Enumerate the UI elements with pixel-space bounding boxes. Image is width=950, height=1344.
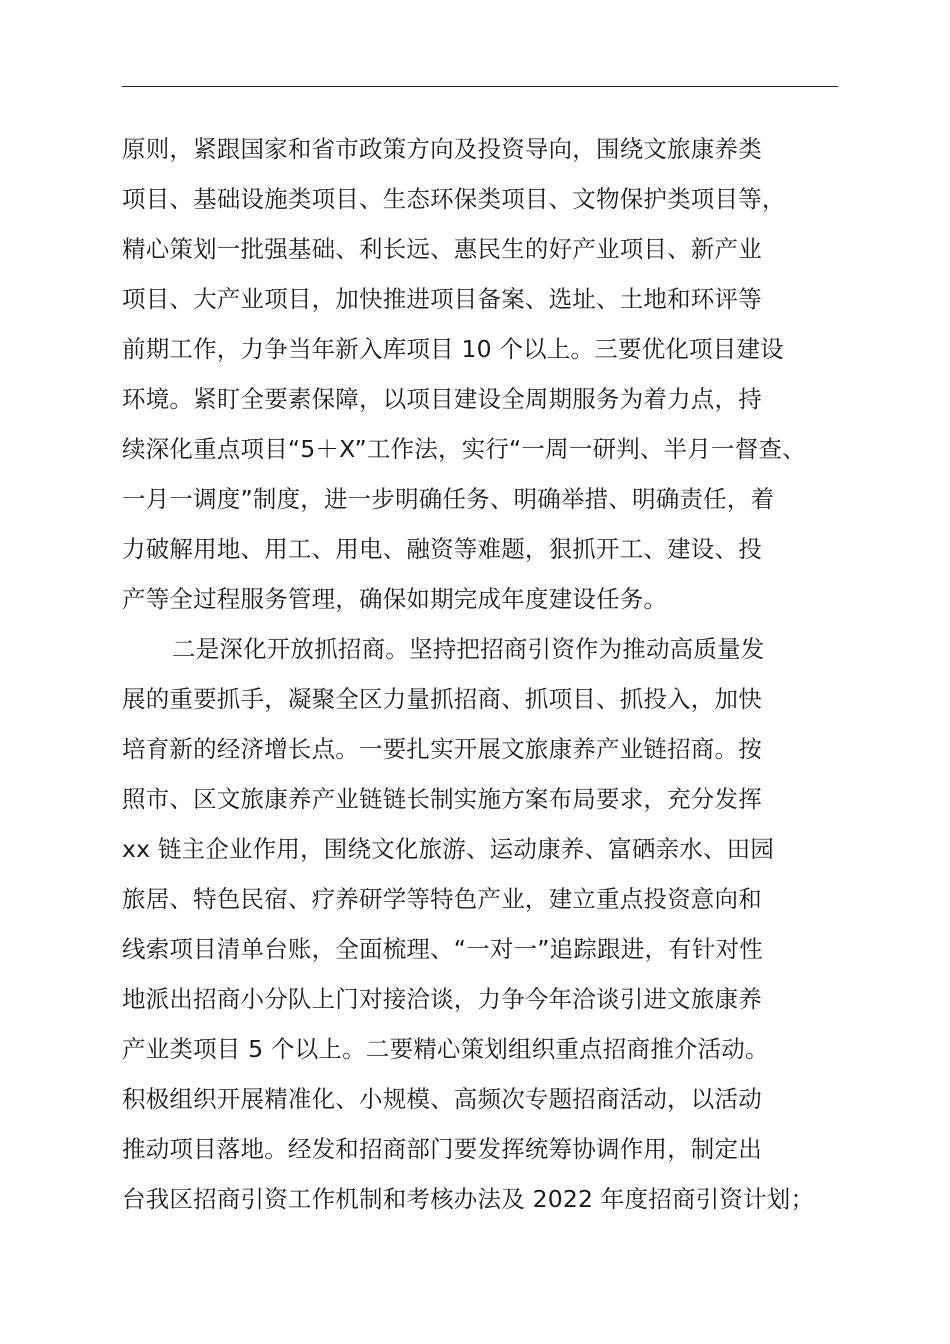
header-rule: [122, 86, 838, 87]
text-line: 环境。紧盯全要素保障，以项目建设全周期服务为着力点，持: [122, 385, 762, 413]
text-line: 推动项目落地。经发和招商部门要发挥统筹协调作用，制定出: [122, 1135, 762, 1163]
text-line: 产业类项目 5 个以上。二要精心策划组织重点招商推介活动。: [122, 1035, 769, 1063]
text-line: 产等全过程服务管理，确保如期完成年度建设任务。: [122, 585, 668, 613]
text-line: 精心策划一批强基础、利长远、惠民生的好产业项目、新产业: [122, 235, 762, 263]
text-line: 一月一调度”制度，进一步明确任务、明确举措、明确责任，着: [122, 485, 775, 513]
text-line: 培育新的经济增长点。一要扎实开展文旅康养产业链招商。按: [122, 735, 762, 763]
text-line: 地派出招商小分队上门对接洽谈，力争今年洽谈引进文旅康养: [122, 985, 762, 1013]
text-line: 旅居、特色民宿、疗养研学等特色产业，建立重点投资意向和: [122, 885, 762, 913]
text-line: 积极组织开展精准化、小规模、高频次专题招商活动，以活动: [122, 1085, 762, 1113]
text-line: 前期工作，力争当年新入库项目 10 个以上。三要优化项目建设: [122, 335, 784, 363]
text-line: 原则，紧跟国家和省市政策方向及投资导向，围绕文旅康养类: [122, 135, 762, 163]
text-line: xx 链主企业作用，围绕文化旅游、运动康养、富硒亲水、田园: [122, 835, 775, 863]
text-line: 展的重要抓手，凝聚全区力量抓招商、抓项目、抓投入，加快: [122, 685, 762, 713]
text-line: 项目、基础设施类项目、生态环保类项目、文物保护类项目等，: [122, 185, 786, 213]
text-line: 续深化重点项目“5＋X”工作法，实行“一周一研判、半月一督查、: [122, 435, 806, 463]
text-line: 照市、区文旅康养产业链链长制实施方案布局要求，充分发挥: [122, 785, 762, 813]
paragraph-first-line: 二是深化开放抓招商。坚持把招商引资作为推动高质量发: [172, 635, 765, 663]
text-line: 项目、大产业项目，加快推进项目备案、选址、土地和环评等: [122, 285, 762, 313]
text-line: 线索项目清单台账，全面梳理、“一对一”追踪跟进，有针对性: [122, 935, 763, 963]
text-line: 力破解用地、用工、用电、融资等难题，狠抓开工、建设、投: [122, 535, 762, 563]
text-line: 台我区招商引资工作机制和考核办法及 2022 年度招商引资计划；: [122, 1185, 815, 1213]
